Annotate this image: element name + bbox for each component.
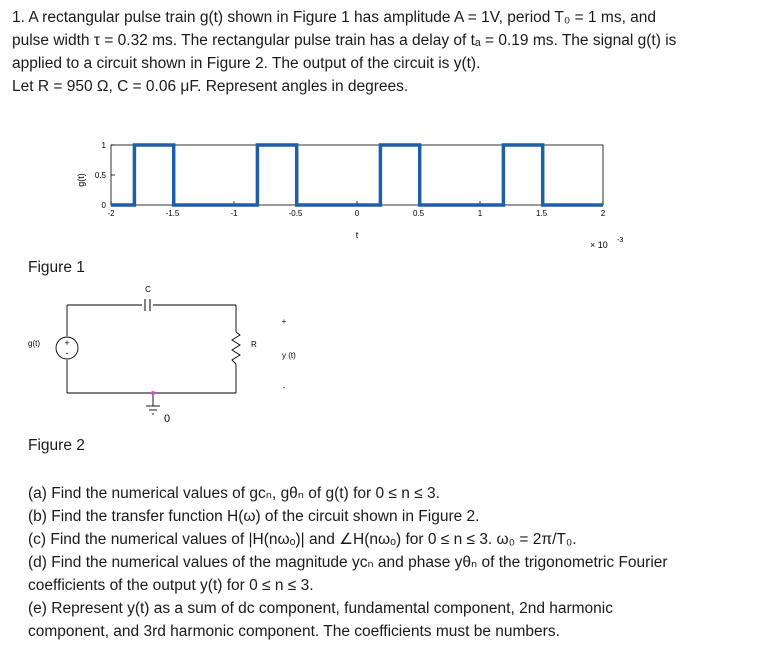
y-tick-label: 0.5 xyxy=(94,171,106,180)
circuit-wires xyxy=(67,305,236,406)
intro-line-3: applied to a circuit shown in Figure 2. The output of the circuit is y(t). xyxy=(12,55,481,72)
question-parts xyxy=(28,482,763,643)
ground-symbol xyxy=(146,406,160,414)
figure1-ylabel: g(t) xyxy=(76,173,86,187)
capacitor-symbol xyxy=(145,299,150,311)
x-tick-label: 0.5 xyxy=(412,209,425,218)
resistor-label: R xyxy=(251,340,257,349)
x-tick-label: 0 xyxy=(354,209,360,218)
y-tick-label: 0 xyxy=(101,201,106,210)
pulse-train-line xyxy=(111,145,603,205)
figure1-xlabel: t xyxy=(355,230,359,240)
figure1-plot xyxy=(60,128,640,258)
figure2-circuit xyxy=(0,280,320,430)
figure1-yticks xyxy=(95,141,115,210)
y-tick-label: 1 xyxy=(101,141,106,150)
x-tick-label: -0.5 xyxy=(288,209,303,218)
resistor-symbol xyxy=(232,332,240,364)
question-d-line-1: (d) Find the numerical values of the magnitude ycₙ and phase yθₙ of the trigonometric Fourier xyxy=(28,554,668,571)
intro-line-1: 1. A rectangular pulse train g(t) shown in Figure 1 has amplitude A = 1V, period T₀ = 1 ms, and xyxy=(12,9,657,26)
voltage-source-symbol xyxy=(56,337,78,359)
question-a: (a) Find the numerical values of gcₙ, gθₙ of g(t) for 0 ≤ n ≤ 3. xyxy=(28,485,440,502)
output-minus: - xyxy=(282,383,286,392)
problem-intro xyxy=(12,6,762,98)
svg-text:-: - xyxy=(65,348,69,358)
output-label: y (t) xyxy=(282,351,296,360)
x-tick-label: 1 xyxy=(477,209,483,218)
question-e-line-1: (e) Represent y(t) as a sum of dc component, fundamental component, 2nd harmonic xyxy=(28,600,613,617)
output-plus: + xyxy=(281,317,287,326)
figure1-x-exponent: -3 xyxy=(617,237,624,244)
x-tick-label: -1.5 xyxy=(165,209,180,218)
x-tick-label: 1.5 xyxy=(535,209,548,218)
source-label: g(t) xyxy=(28,339,40,348)
question-d-line-2: coefficients of the output y(t) for 0 ≤ n ≤ 3. xyxy=(28,577,314,594)
question-e-line-2: component, and 3rd harmonic component. The coefficients must be numbers. xyxy=(28,623,560,640)
question-b: (b) Find the transfer function H(ω) of the circuit shown in Figure 2. xyxy=(28,508,480,525)
x-tick-label: 2 xyxy=(600,209,606,218)
figure1-x-multiplier: × 10 xyxy=(590,240,608,250)
capacitor-label: C xyxy=(145,285,151,294)
x-tick-label: -1 xyxy=(230,209,238,218)
figure1-label: Figure 1 xyxy=(28,259,85,276)
figure2-label: Figure 2 xyxy=(28,437,85,454)
ground-label: 0 xyxy=(163,413,171,425)
x-tick-label: -2 xyxy=(107,209,115,218)
figure1-axes xyxy=(111,145,603,205)
ground-node xyxy=(151,391,155,395)
intro-line-2: pulse width τ = 0.32 ms. The rectangular pulse train has a delay of tₐ = 0.19 ms. The signal g(t) is xyxy=(12,32,677,49)
question-c: (c) Find the numerical values of |H(nωₒ)| and ∠H(nωₒ) for 0 ≤ n ≤ 3. ω₀ = 2π/T₀. xyxy=(28,531,577,548)
intro-line-4: Let R = 950 Ω, C = 0.06 μF. Represent angles in degrees. xyxy=(12,78,409,95)
svg-text:+: + xyxy=(64,338,70,348)
